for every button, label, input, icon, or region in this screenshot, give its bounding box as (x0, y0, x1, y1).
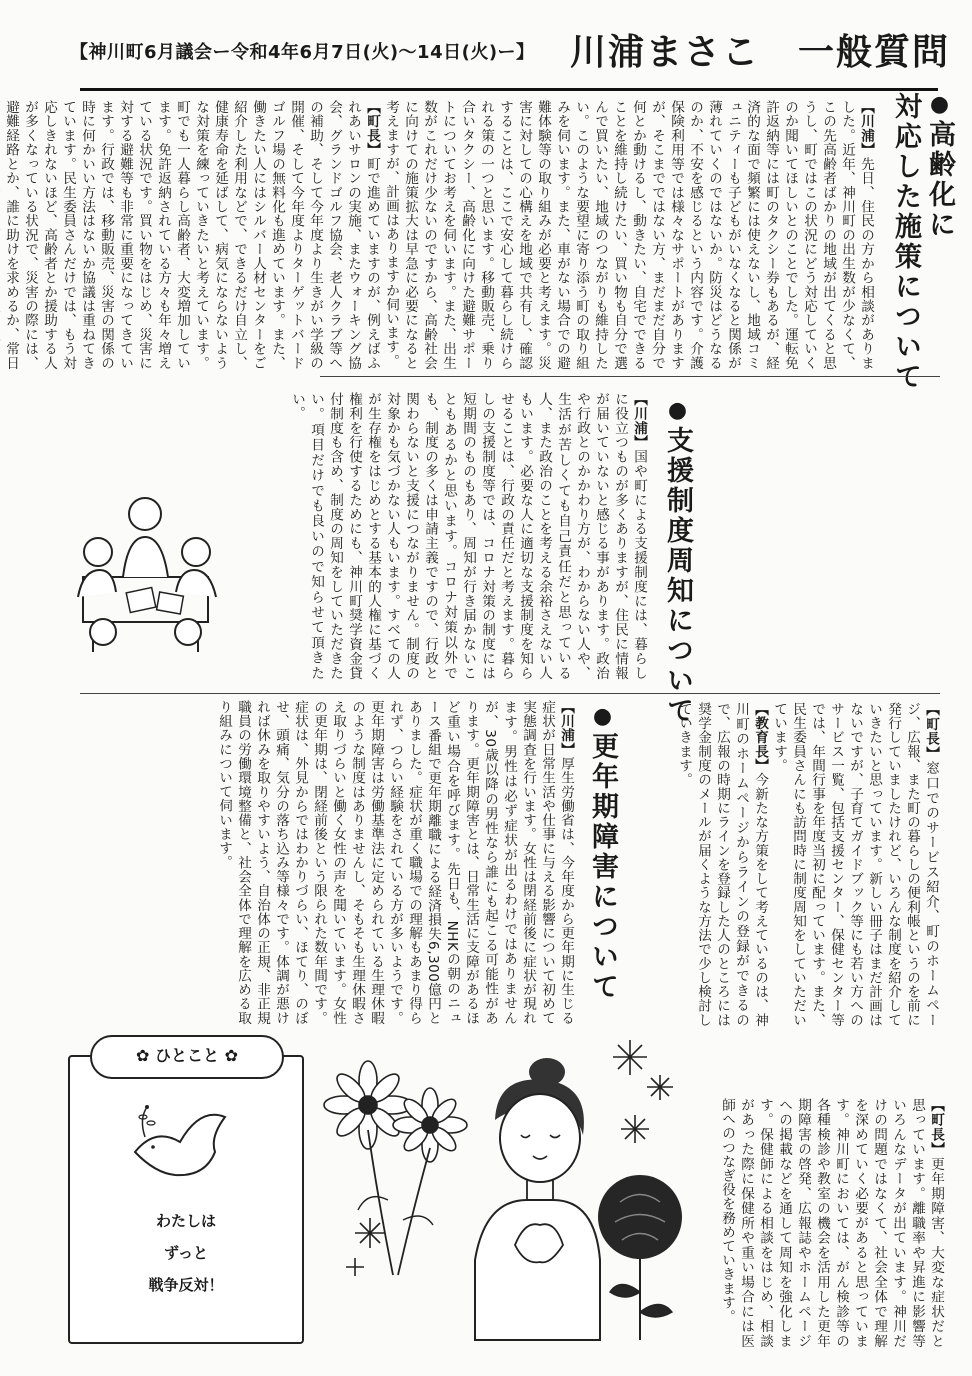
section3-heading (585, 704, 619, 1002)
speaker-mayor: 【町長】 (923, 702, 939, 762)
section3-heading-text: 更年期障害について (587, 732, 618, 1002)
speaker-mayor: 【町長】 (928, 1098, 944, 1157)
divider (80, 693, 940, 694)
speaker-mayor: 【町長】 (364, 100, 380, 157)
hitokoto-line2: ずっと (163, 1244, 209, 1262)
section1-question-text: 先日、住民の方から相談がありました。近年、神川町の出生数が少なくて、この先高齢者ばかりの地域が出てくると思うし、町ではこの状況にどう対応していくのか聞いてほしいとのことでした。運転免許返納等には町のタクシー券もあるが、経済的な面で頻繁には使えないし、地域コミュニティーも子どもがいなくなると関係が薄れていくのではないか。防災はどうなるのか、不安を感じるという内容です。介護保険利用等では様々なサポートがありますが、そこまでではない方、まだまだ自分で何とか動けるし、動きたい、自宅でできることを維持し続けたい、買い物も自分で選んで買いたい、地域のつながりも維持したい。このような要望に寄り添う町の取り組みを伺います。また、車がない場合での避難体験等の取り組みが必要と考えます。災害に対しての心構えを地域で共有し、確認することは、ここで安心して暮らし続けられる策の一つと思います。移動販売、乗り合いタクシー、高齢化に向けた避難サポートについてお考えを伺います。また、出生数がこれだけ少ないのですから、高齢社会に向けての施策拡大は早急に必要になると考えますが、計画はありますか伺います。 (383, 100, 874, 371)
hitokoto-line1: わたしは (155, 1212, 216, 1230)
section1-answer-text: 町で進めていますのが、例えばふれあいサロンの実施、またウォーキング協会、グランドゴルフ協会、老人クラブ等への補助、そして今年度より生きがい学級の開催、そして今年度よりターゲットバードゴルフ場の無料化も進めています。また、働きたい人にはシルバー人材センターをご紹介した利用などで、できるだけ自立し、健康寿命を延ばして、病気にならないような対策を練っていきたいと考えています。町でも一人暮らし高齢者、大変増加しています。免許返納されている方々も年々増えている状況です。買い物をはじめ、災害に対する避難等も非常に重要になってきています。行政では、移動販売、災害の関係の時に何かいい方法はないか協議は重ねてきています。民生委員さんだけでは、もう対応しきれないほど、高齢者とか援助する人が多くなっている状況で、災害の際には、避難経路とか、誰に助けを求めるか、常日 (3, 100, 380, 371)
section2-question-text: 国や町による支援制度には、暮らしに役立つものが多くありますが、住民に情報が届いていないと感じる事があります。政治や行政とのかかわり方が、わからない人や、生活が苦しくても自己責任だと思っている人、また政治のことを考える余裕さえない人もいます。必要な人に適切な支援制度を知らせることは、行政の責任だと考えます。暮らしの支援制度等では、コロナ対策の制度には短期間のものもあり、周知が行き届かないこともあるかと思います。コロナ対策以外でも、制度の多くは申請主義ですので、行政と関わらないと支援につながりません。制度の対象かも気づかない人もいます。すべての人が生存権をはじめとする基本的人権に基づく権利を行使するためにも、神川町奨学資金貸付制度も含め、制度の周知をしていただきたい。項目だけでも良いので知らせて頂きたい。 (289, 392, 647, 680)
section1-top-block (3, 100, 875, 371)
section3-answer-block (720, 1098, 945, 1348)
speaker-kawaura: 【川浦】 (858, 100, 874, 157)
header-rule (80, 88, 938, 91)
section1-bullet: ● (927, 92, 952, 120)
hitokoto-line3: 戦争反対！ (148, 1276, 224, 1294)
section3-answer-text: 更年期障害、大変な症状だと思っています。離職率や昇進に影響等いろんなデータが出ています。神川だけの問題ではなくて、社会全体で理解を深めていく必要があると思っています。神川町においては、がん検診等の各種検診や教室の機会を活用した更年期障害の啓発、広報誌やホームページへの掲載などを通して周知を強化します。保健師による相談をはじめ、相談があった際に保健所や重い場合には医師へのつなぎ役を務めていきます。 (719, 1098, 944, 1348)
divider (320, 376, 940, 377)
section2-bullet: ● (665, 398, 690, 426)
page-title: 川浦まさこ 一般質問 (569, 32, 950, 73)
section2-heading (660, 398, 694, 726)
woman-praying-illustration (455, 1050, 605, 1340)
section1-heading (888, 92, 956, 392)
dove-icon (125, 1097, 245, 1192)
meeting-people-illustration (58, 482, 233, 657)
section2-question-block (236, 392, 648, 680)
hitokoto-box (68, 1046, 304, 1344)
section2-answer-block (640, 702, 940, 1027)
dark-flower-illustration (590, 1162, 690, 1342)
section3-bullet: ● (590, 704, 615, 732)
speaker-education-superintendent: 【教育長】 (752, 702, 768, 773)
speaker-kawaura: 【川浦】 (631, 392, 647, 450)
speaker-kawaura: 【川浦】 (558, 700, 574, 757)
section2-answer2-text: 今新たな方策をして考えているのは、神川町のホームページからラインの登録ができるので、広報の時期にラインを登録した人のところには奨学金制度のメールが届くような方法で少し検討していきます。 (676, 702, 768, 1027)
section3-question-text: 厚生労働省は、今年度から更年期に生じる症状が日常生活や仕事に与える影響について初めて実態調査を行います。女性は閉経前後に症状が現れます。男性は必ず症状が出るわけではありませんが、30歳以降の男性なら誰にも起こる可能性があります。更年期障害とは、日常生活に支障があるほど重い場合を呼びます。先日も、NHKの朝のニュース番組で更年期離職による経済損失6,300億円とありました。症状が重く職場での理解もあまり得られず、つらい経験をされている方が多いようです。更年期障害は労働基準法に定められている生理休暇のような制度はありませんし、そもそも生理休暇さえ取りづらいと働く女性の声を聞いています。女性の更年期は、閉経前後という限られた数年間です。症状は、外見からではわかりづらい、ほてり、のぼせ、頭痛、気分の落ち込み等様々です。体調が悪ければ休みを取りやすいよう、自治体の正規、非正規職員の労働環境整備と、社会全体で理解を広める取り組みについて伺います。 (216, 700, 574, 1025)
sparkle-icon (340, 1210, 400, 1280)
hitokoto-message (70, 1205, 302, 1301)
sparkle-icon (605, 1035, 680, 1155)
section1-heading-line1: 高齢化に (924, 120, 955, 240)
section1-answer (0, 100, 381, 370)
section1-heading-line2: 対応した施策について (890, 92, 921, 392)
section2-heading-text: 支援制度周知について (662, 426, 693, 726)
section2-answer-text: 窓口でのサービス紹介、町のホームページ、広報、また町の暮らしの便利帳というのを前に発行していましたけれど、いろんな制度を紹介していきたいと思っています。新しい冊子はまだ計画はないですが、子育てガイドブック等にも若い方へのサービス一覧、包括支援センター、保健センター等では、年間行事を年度当初に配っています。また、民生委員さんにも訪問時に制度周知をしていただいています。 (771, 702, 939, 1027)
session-term: 【神川町6月議会ー令和4年6月7日(火)～14日(火)ー】 (70, 42, 535, 63)
section1-question (381, 100, 875, 370)
page-header (70, 18, 950, 80)
section3-question-block (115, 700, 575, 1025)
hitokoto-tab: ✿ ひとこと ✿ (90, 1035, 284, 1079)
